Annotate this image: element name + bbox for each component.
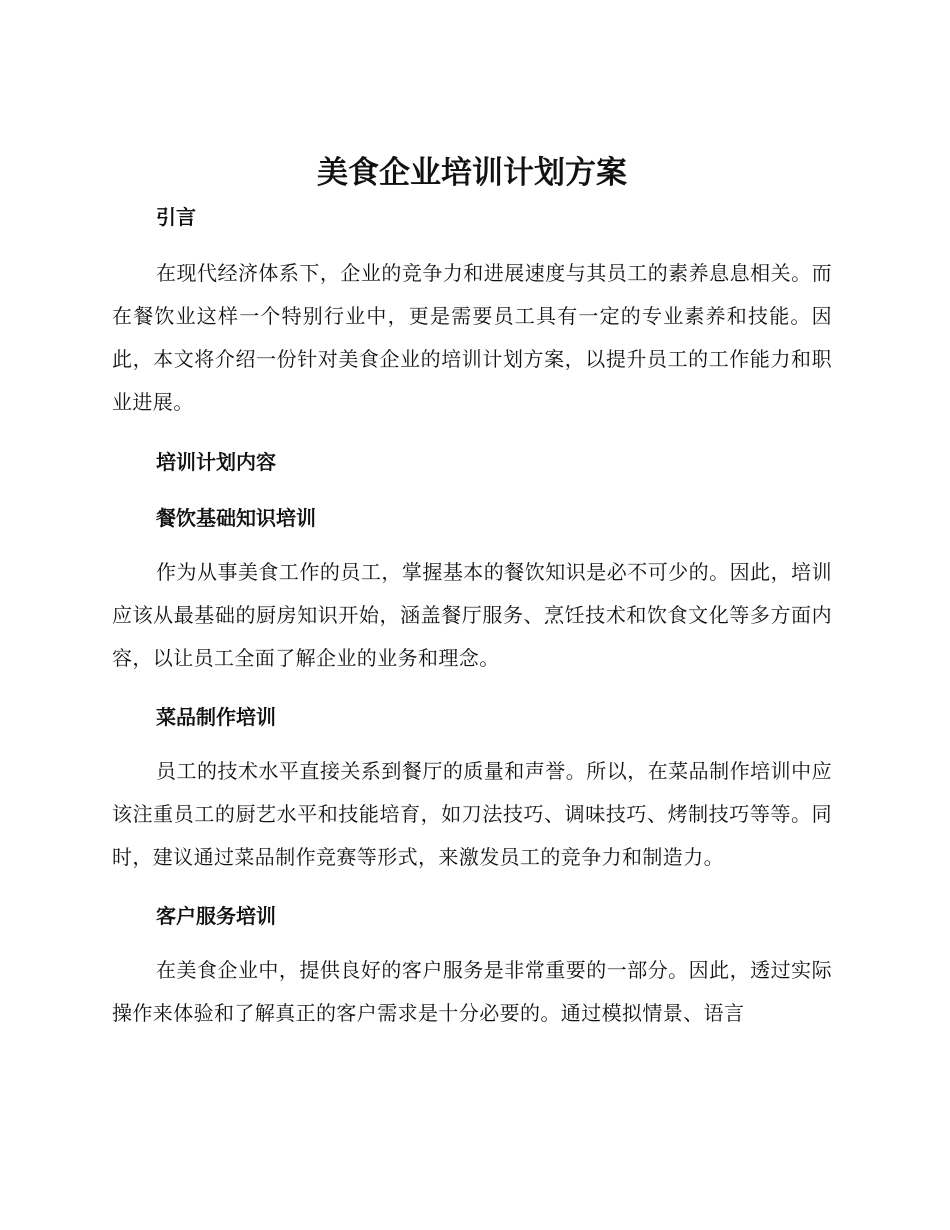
- intro-paragraph: 在现代经济体系下，企业的竞争力和进展速度与其员工的素养息息相关。而在餐饮业这样一个特别行业中，更是需要员工具有一定的专业素养和技能。因此，本文将介绍一份针对美食企业的培训计划方案，以提升员工的工作能力和职业进展。: [112, 261, 832, 414]
- basic-knowledge-heading: 餐饮基础知识培训: [156, 506, 316, 530]
- document-page: [112, 148, 832, 1035]
- training-content-heading: 培训计划内容: [156, 450, 276, 474]
- customer-service-paragraph: 在美食企业中，提供良好的客户服务是非常重要的一部分。因此，透过实际操作来体验和了解真正的客户需求是十分必要的。通过模拟情景、语言: [112, 958, 832, 1025]
- basic-knowledge-paragraph: 作为从事美食工作的员工，掌握基本的餐饮知识是必不可少的。因此，培训应该从最基础的厨房知识开始，涵盖餐厅服务、烹饪技术和饮食文化等多方面内容，以让员工全面了解企业的业务和理念。: [112, 560, 832, 670]
- dish-making-heading: 菜品制作培训: [156, 705, 276, 729]
- customer-service-heading: 客户服务培训: [156, 904, 276, 928]
- intro-heading: 引言: [156, 205, 196, 229]
- dish-making-paragraph: 员工的技术水平直接关系到餐厅的质量和声誉。所以，在菜品制作培训中应该注重员工的厨艺水平和技能培育，如刀法技巧、调味技巧、烤制技巧等等。同时，建议通过菜品制作竞赛等形式，来激发员工的竞争力和制造力。: [112, 759, 832, 869]
- document-title: 美食企业培训计划方案: [317, 155, 627, 191]
